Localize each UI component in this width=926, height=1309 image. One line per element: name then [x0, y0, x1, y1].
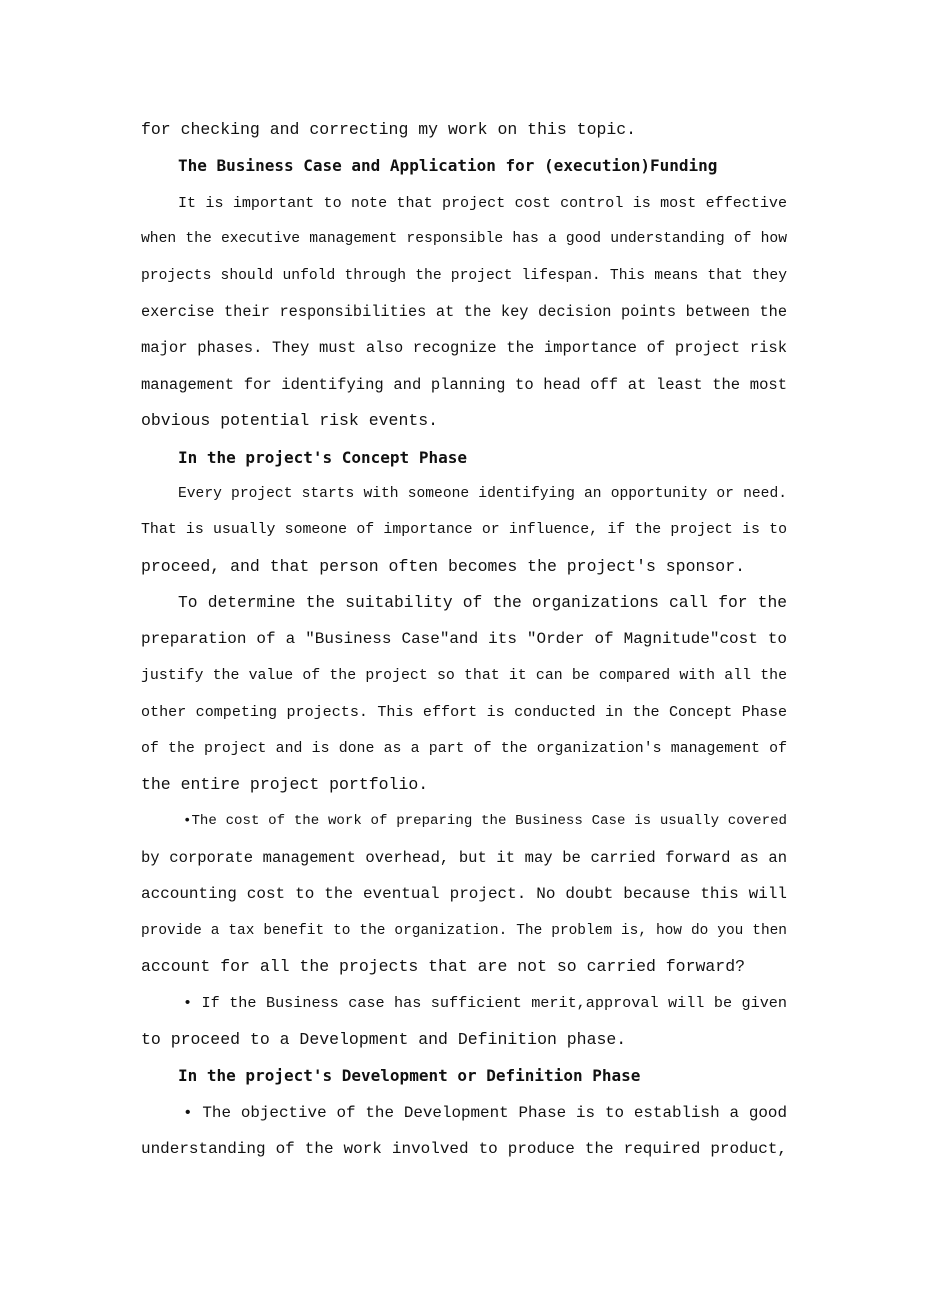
- paragraph-line: justify the value of the project so that it can be compared with all the: [141, 667, 787, 684]
- paragraph-line: to proceed to a Development and Definition phase.: [141, 1029, 627, 1049]
- paragraph-line: for checking and correcting my work on this topic.: [141, 120, 637, 139]
- paragraph-line: accounting cost to the eventual project. No doubt because this will: [141, 885, 787, 904]
- section-heading: The Business Case and Application for (execution)Funding: [178, 156, 718, 176]
- paragraph-line: understanding of the work involved to produce the required product,: [141, 1139, 787, 1158]
- paragraph-line: That is usually someone of importance or influence, if the project is to: [141, 522, 787, 539]
- section-heading: In the project's Concept Phase: [178, 447, 467, 467]
- paragraph-line: To determine the suitability of the organizations call for the: [178, 593, 787, 613]
- paragraph-line: management for identifying and planning to head off at least the most: [141, 375, 787, 394]
- bullet-line: • The objective of the Development Phase is to establish a good: [183, 1103, 787, 1122]
- paragraph-line: projects should unfold through the project lifespan. This means that they: [141, 267, 787, 284]
- paragraph-line: preparation of a "Business Case"and its "Order of Magnitude"cost to: [141, 630, 787, 649]
- paragraph-line: Every project starts with someone identifying an opportunity or need.: [178, 485, 787, 502]
- paragraph-line: It is important to note that project cost control is most effective: [178, 193, 787, 212]
- paragraph-line: of the project and is done as a part of the organization's management of: [141, 740, 787, 757]
- document-page: [141, 112, 787, 1167]
- paragraph-line: proceed, and that person often becomes the project's sponsor.: [141, 556, 745, 576]
- bullet-line: • If the Business case has sufficient merit,approval will be given: [183, 994, 787, 1013]
- paragraph-line: account for all the projects that are not so carried forward?: [141, 956, 745, 976]
- paragraph-line: major phases. They must also recognize the importance of project risk: [141, 339, 787, 358]
- paragraph-line: when the executive management responsible has a good understanding of how: [141, 231, 787, 248]
- paragraph-line: other competing projects. This effort is conducted in the Concept Phase: [141, 703, 787, 722]
- paragraph-line: exercise their responsibilities at the key decision points between the: [141, 302, 787, 321]
- paragraph-line: the entire project portfolio.: [141, 775, 429, 795]
- section-heading: In the project's Development or Definition Phase: [178, 1066, 641, 1086]
- paragraph-line: obvious potential risk events.: [141, 411, 439, 431]
- bullet-line: •The cost of the work of preparing the Business Case is usually covered: [183, 813, 787, 830]
- paragraph-line: provide a tax benefit to the organization. The problem is, how do you then: [141, 922, 787, 939]
- paragraph-line: by corporate management overhead, but it may be carried forward as an: [141, 848, 787, 867]
